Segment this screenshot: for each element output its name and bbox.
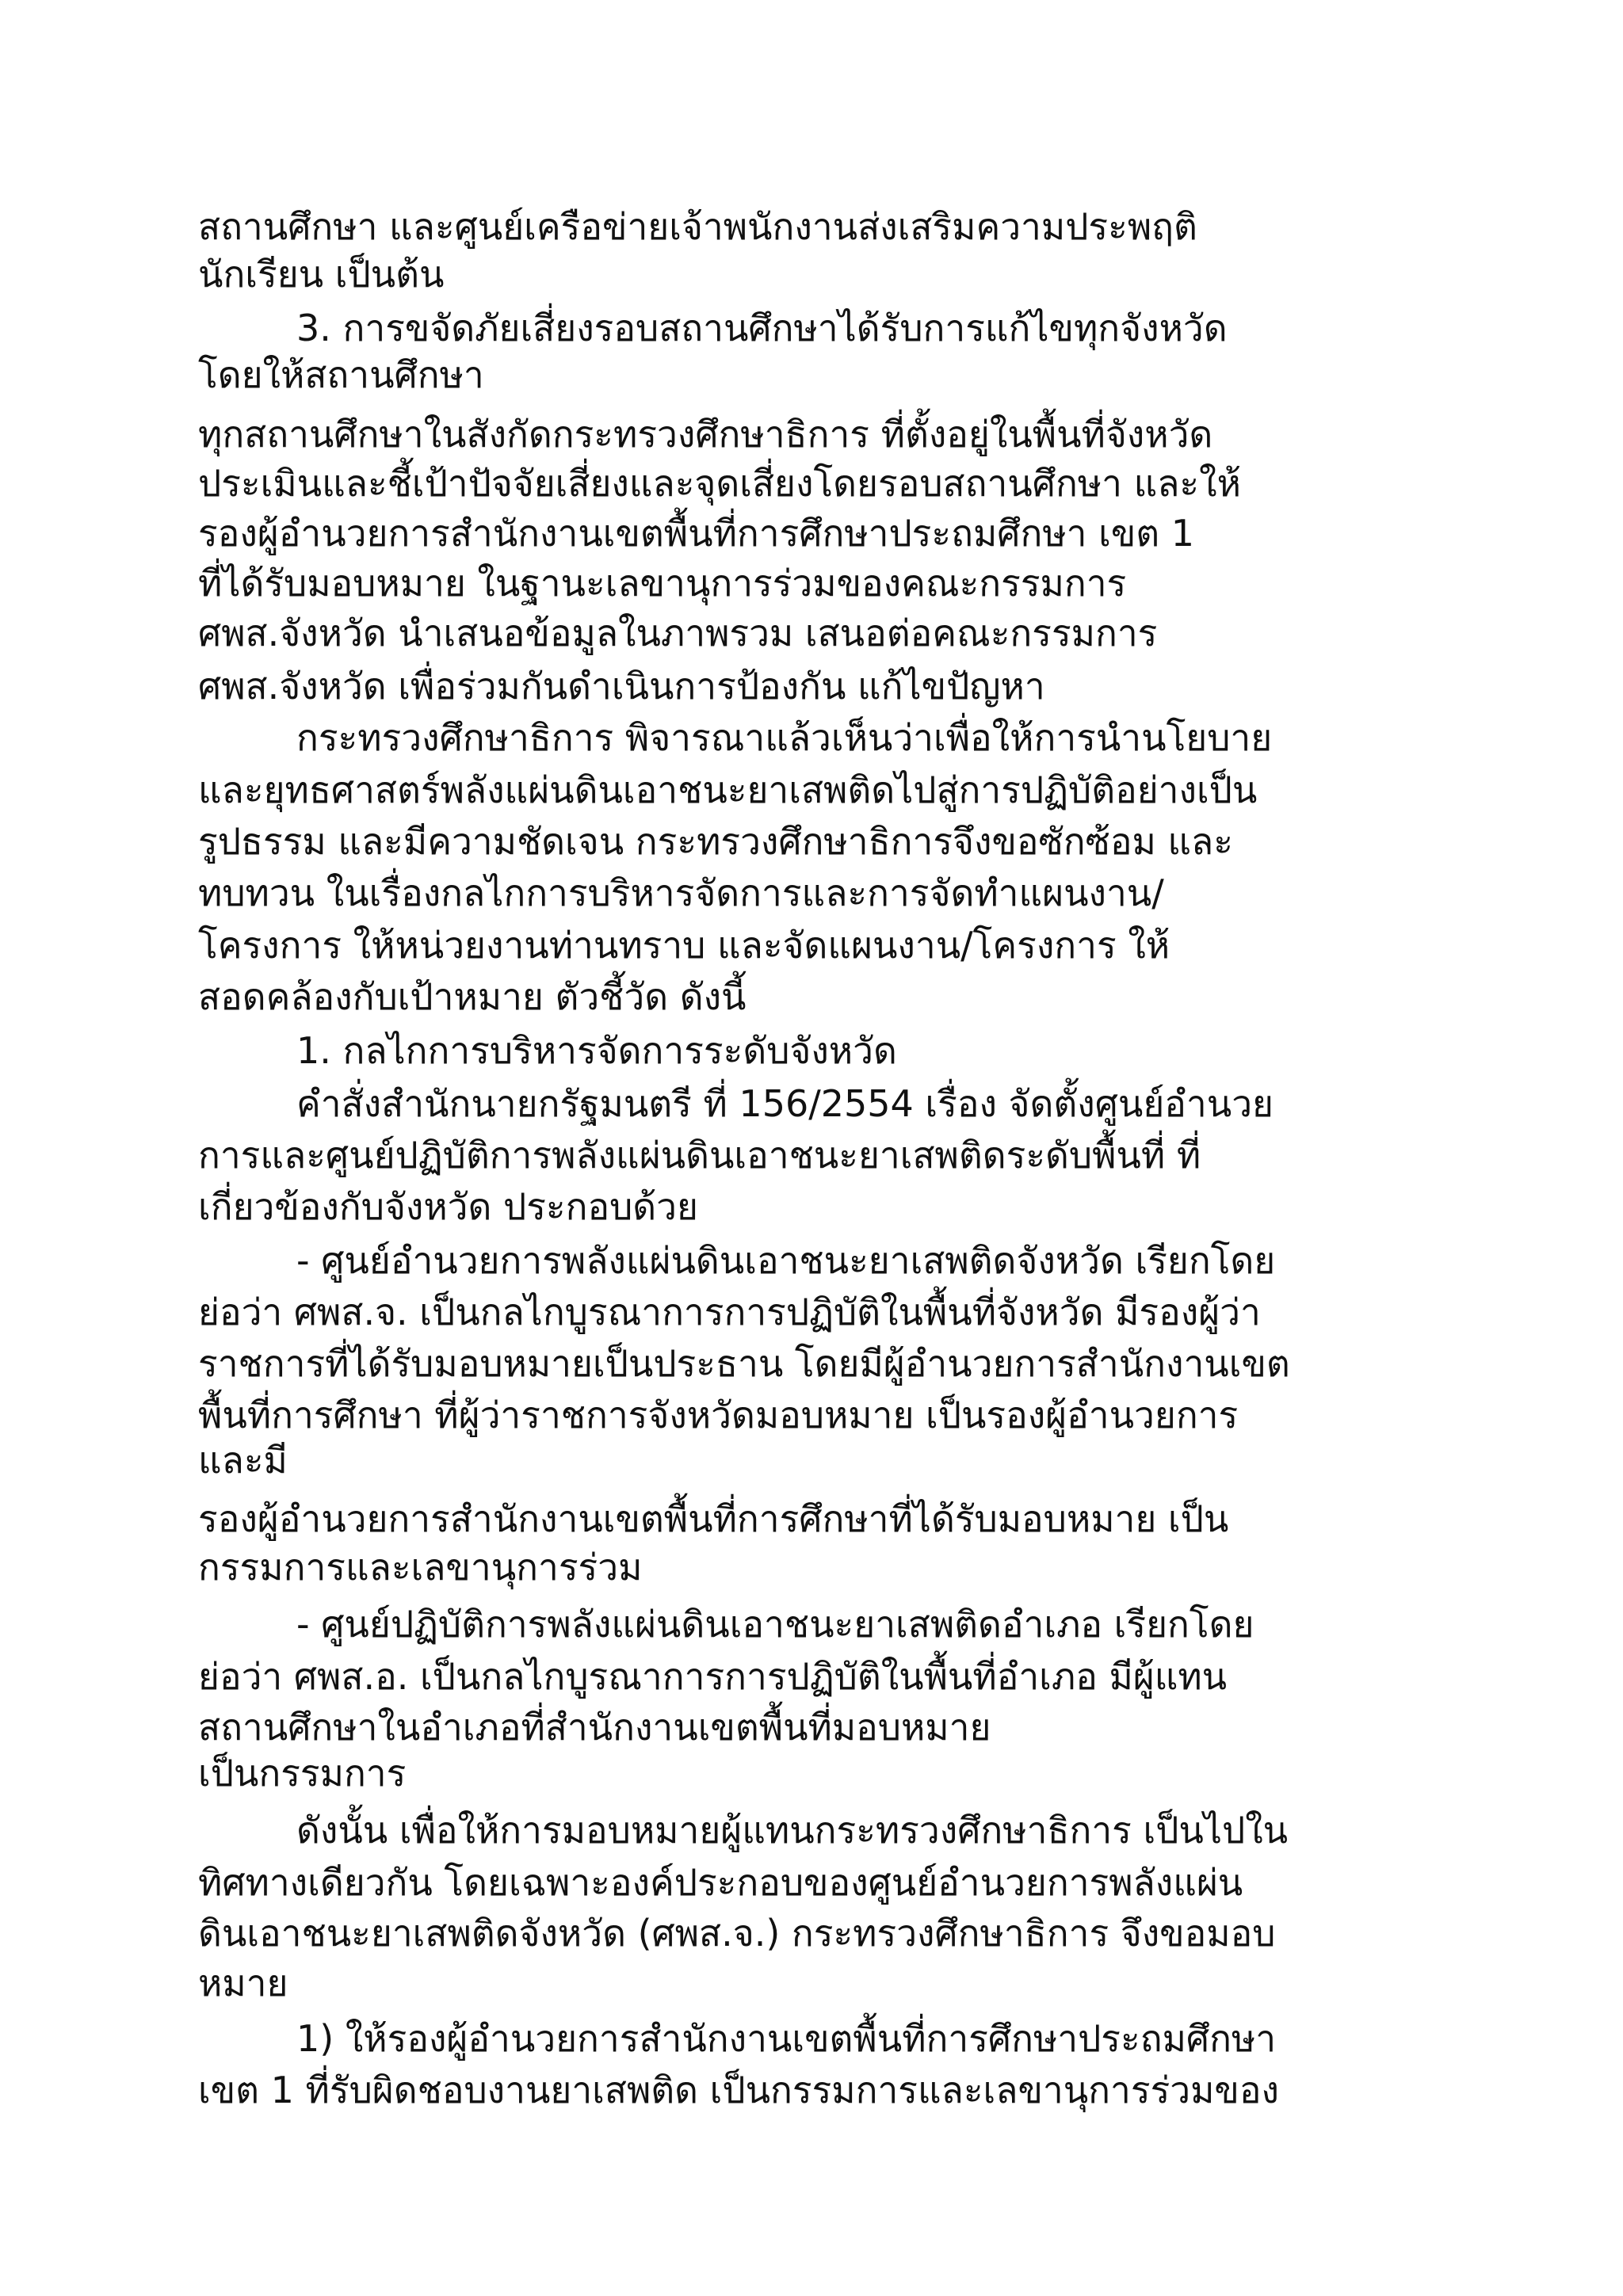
text-line: ดังนั้น เพื่อให้การมอบหมายผู้แทนกระทรวงศึกษาธิการ เป็นไปใน: [296, 1809, 1289, 1852]
text-line: กระทรวงศึกษาธิการ พิจารณาแล้วเห็นว่าเพื่อให้การนำนโยบาย: [296, 716, 1273, 759]
text-line: 3. การขจัดภัยเสี่ยงรอบสถานศึกษาได้รับการแก้ไขทุกจังหวัด: [296, 307, 1228, 349]
text-line: เขต 1 ที่รับผิดชอบงานยาเสพติด เป็นกรรมการและเลขานุการร่วมของ: [198, 2069, 1279, 2111]
text-line: เกี่ยวข้องกับจังหวัด ประกอบด้วย: [198, 1185, 698, 1228]
text-line: สอดคล้องกับเป้าหมาย ตัวชี้วัด ดังนี้: [198, 975, 747, 1018]
text-line: เป็นกรรมการ: [198, 1752, 407, 1794]
text-line: ย่อว่า ศพส.จ. เป็นกลไกบูรณาการการปฏิบัติในพื้นที่จังหวัด มีรองผู้ว่า: [198, 1291, 1261, 1333]
text-line: นักเรียน เป็นต้น: [198, 253, 445, 296]
text-line: ดินเอาชนะยาเสพติดจังหวัด (ศพส.จ.) กระทรวงศึกษาธิการ จึงขอมอบ: [198, 1912, 1276, 1955]
text-line: พื้นที่การศึกษา ที่ผู้ว่าราชการจังหวัดมอบหมาย เป็นรองผู้อำนวยการ: [198, 1394, 1239, 1436]
text-line: ประเมินและชี้เป้าปัจจัยเสี่ยงและจุดเสี่ยงโดยรอบสถานศึกษา และให้: [198, 462, 1241, 505]
text-line: การและศูนย์ปฏิบัติการพลังแผ่นดินเอาชนะยาเสพติดระดับพื้นที่ ที่: [198, 1134, 1201, 1177]
text-line: - ศูนย์ปฏิบัติการพลังแผ่นดินเอาชนะยาเสพติดอำเภอ เรียกโดย: [296, 1603, 1254, 1646]
text-line: สถานศึกษาในอำเภอที่สำนักงานเขตพื้นที่มอบหมาย: [198, 1706, 991, 1749]
text-line: - ศูนย์อำนวยการพลังแผ่นดินเอาชนะยาเสพติดจังหวัด เรียกโดย: [296, 1239, 1276, 1282]
text-line: สถานศึกษา และศูนย์เครือข่ายเจ้าพนักงานส่งเสริมความประพฤติ: [198, 205, 1197, 248]
text-line: ทิศทางเดียวกัน โดยเฉพาะองค์ประกอบของศูนย์อำนวยการพลังแผ่น: [198, 1861, 1243, 1904]
text-line: โครงการ ให้หน่วยงานท่านทราบ และจัดแผนงาน/โครงการ ให้: [198, 924, 1170, 967]
text-line: ทุกสถานศึกษาในสังกัดกระทรวงศึกษาธิการ ที่ตั้งอยู่ในพื้นที่จังหวัด: [198, 413, 1213, 456]
text-line: รูปธรรม และมีความชัดเจน กระทรวงศึกษาธิการจึงขอซักซ้อม และ: [198, 820, 1233, 863]
text-line: 1. กลไกการบริหารจัดการระดับจังหวัด: [296, 1029, 897, 1072]
text-line: ย่อว่า ศพส.อ. เป็นกลไกบูรณาการการปฏิบัติในพื้นที่อำเภอ มีผู้แทน: [198, 1655, 1228, 1698]
text-line: กรรมการและเลขานุการร่วม: [198, 1546, 643, 1589]
text-line: ศพส.จังหวัด เพื่อร่วมกันดำเนินการป้องกัน แก้ไขปัญหา: [198, 665, 1045, 707]
text-line: คำสั่งสำนักนายกรัฐมนตรี ที่ 156/2554 เรื่อง จัดตั้งศูนย์อำนวย: [296, 1082, 1274, 1125]
text-line: ทบทวน ในเรื่องกลไกการบริหารจัดการและการจัดทำแผนงาน/: [198, 871, 1164, 914]
text-line: ราชการที่ได้รับมอบหมายเป็นประธาน โดยมีผู้อำนวยการสำนักงานเขต: [198, 1342, 1290, 1385]
text-line: และยุทธศาสตร์พลังแผ่นดินเอาชนะยาเสพติดไปสู่การปฏิบัติอย่างเป็น: [198, 769, 1258, 811]
text-line: ที่ได้รับมอบหมาย ในฐานะเลขานุการร่วมของคณะกรรมการ: [198, 562, 1127, 605]
text-line: หมาย: [198, 1962, 288, 2004]
text-line: ศพส.จังหวัด นำเสนอข้อมูลในภาพรวม เสนอต่อคณะกรรมการ: [198, 612, 1158, 654]
text-line: โดยให้สถานศึกษา: [198, 353, 484, 396]
text-line: 1) ให้รองผู้อำนวยการสำนักงานเขตพื้นที่การศึกษาประถมศึกษา: [296, 2017, 1277, 2060]
text-line: และมี: [198, 1439, 288, 1482]
text-line: รองผู้อำนวยการสำนักงานเขตพื้นที่การศึกษาที่ได้รับมอบหมาย เป็น: [198, 1497, 1229, 1540]
text-line: รองผู้อำนวยการสำนักงานเขตพื้นที่การศึกษาประถมศึกษา เขต 1: [198, 512, 1195, 555]
